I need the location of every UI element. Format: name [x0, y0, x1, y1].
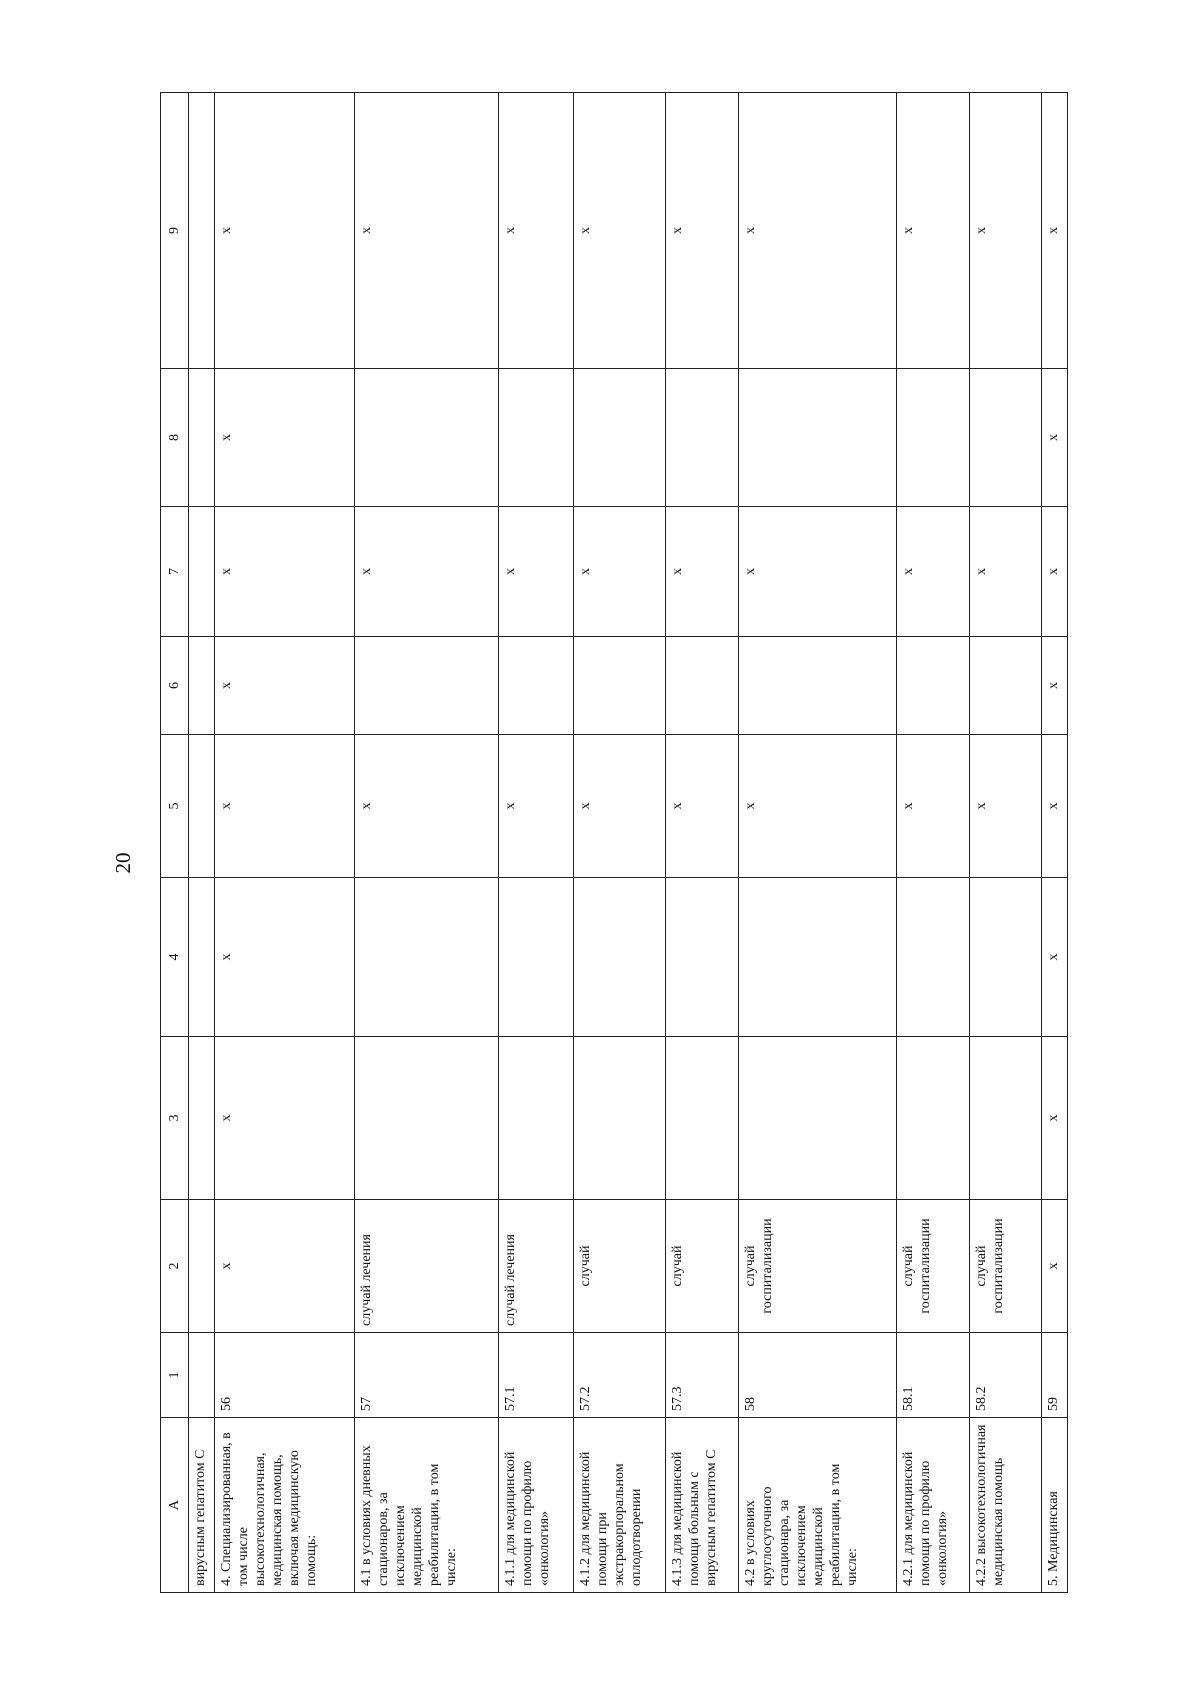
value-cell-9: х [897, 93, 970, 369]
col-header-7: 7 [161, 507, 189, 637]
value-cell-3: х [215, 1037, 355, 1200]
row-number: 57.2 [574, 1333, 666, 1418]
unit-cell: случай госпитализации [739, 1200, 897, 1333]
value-cell-9: х [215, 93, 355, 369]
value-cell-4: х [215, 878, 355, 1037]
value-cell-8: х [215, 369, 355, 507]
row-number: 57.1 [499, 1333, 574, 1418]
unit-cell: случай [666, 1200, 739, 1333]
value-cell-9: х [355, 93, 499, 369]
value-cell-6 [897, 637, 970, 735]
unit-cell: случай госпитализации [897, 1200, 970, 1333]
unit-cell: х [1042, 1200, 1068, 1333]
row-number: 58.2 [970, 1333, 1042, 1418]
value-cell-9: х [574, 93, 666, 369]
table-row [215, 93, 355, 1593]
value-cell-3 [897, 1037, 970, 1200]
col-header-3: 3 [161, 1037, 189, 1200]
unit-cell: случай лечения [499, 1200, 574, 1333]
value-cell-6 [355, 637, 499, 735]
header-row [161, 93, 189, 1593]
value-cell-5: х [1042, 735, 1068, 878]
row-label: 4.1.1 для медицинской помощи по профилю «онкология» [499, 1418, 574, 1593]
table-row [739, 93, 897, 1593]
table-row [574, 93, 666, 1593]
col-header-2: 2 [161, 1200, 189, 1333]
value-cell-8 [574, 369, 666, 507]
value-cell-5: х [897, 735, 970, 878]
value-cell-8 [970, 369, 1042, 507]
value-cell-5: х [215, 735, 355, 878]
unit-cell: случай лечения [355, 1200, 499, 1333]
unit-cell: случай [574, 1200, 666, 1333]
table-row [355, 93, 499, 1593]
row-number: 57 [355, 1333, 499, 1418]
value-cell-4 [666, 878, 739, 1037]
value-cell-7: х [215, 507, 355, 637]
row-label: 4.1.3 для медицинской помощи больным с вирусным гепатитом С [666, 1418, 739, 1593]
value-cell-3 [970, 1037, 1042, 1200]
value-cell-4 [499, 878, 574, 1037]
page-number: 20 [111, 852, 135, 874]
row-label: 4. Специализированная, в том числе высокотехнологичная, медицинская помощь, включая медицинскую помощь: [215, 1418, 355, 1593]
value-cell-5: х [666, 735, 739, 878]
col-header-8: 8 [161, 369, 189, 507]
value-cell-3 [574, 1037, 666, 1200]
value-cell-6 [739, 637, 897, 735]
value-cell-4 [739, 878, 897, 1037]
col-header-6: 6 [161, 637, 189, 735]
table-row [897, 93, 970, 1593]
value-cell-6 [499, 637, 574, 735]
row-number: 58 [739, 1333, 897, 1418]
value-cell-3: х [1042, 1037, 1068, 1200]
value-cell-3 [739, 1037, 897, 1200]
value-cell-6 [970, 637, 1042, 735]
value-cell-4 [355, 878, 499, 1037]
data-table [160, 92, 1068, 1593]
value-cell-8 [666, 369, 739, 507]
value-cell-3 [355, 1037, 499, 1200]
value-cell-5: х [499, 735, 574, 878]
value-cell-6: х [215, 637, 355, 735]
value-cell-4 [574, 878, 666, 1037]
value-cell-8 [739, 369, 897, 507]
row-label: 5. Медицинская [1042, 1418, 1068, 1593]
value-cell-6: х [1042, 637, 1068, 735]
row-number: 58.1 [897, 1333, 970, 1418]
row-number: 56 [215, 1333, 355, 1418]
rotated-table-container [160, 93, 1061, 1593]
col-header-4: 4 [161, 878, 189, 1037]
value-cell-8 [897, 369, 970, 507]
value-cell-4 [970, 878, 1042, 1037]
row-number: 59 [1042, 1333, 1068, 1418]
row-label: 4.2.1 для медицинской помощи по профилю «онкология» [897, 1418, 970, 1593]
value-cell-5: х [739, 735, 897, 878]
unit-cell: случай госпитализации [970, 1200, 1042, 1333]
value-cell-8 [499, 369, 574, 507]
value-cell-7: х [666, 507, 739, 637]
value-cell-7: х [970, 507, 1042, 637]
row-label: 4.1 в условиях дневных стационаров, за исключением медицинской реабилитации, в том числе: [355, 1418, 499, 1593]
value-cell-5: х [355, 735, 499, 878]
value-cell-9: х [499, 93, 574, 369]
value-cell-9: х [1042, 93, 1068, 369]
value-cell-3 [499, 1037, 574, 1200]
value-cell-4 [897, 878, 970, 1037]
value-cell-8 [355, 369, 499, 507]
value-cell-9: х [970, 93, 1042, 369]
value-cell-5: х [574, 735, 666, 878]
row-label: 4.2.2 высокотехнологичная медицинская помощь [970, 1418, 1042, 1593]
value-cell-3 [666, 1037, 739, 1200]
value-cell-8: х [1042, 369, 1068, 507]
table-row [1042, 93, 1068, 1593]
value-cell-7: х [355, 507, 499, 637]
continuation-text: вирусным гепатитом С [189, 1418, 215, 1593]
value-cell-5: х [970, 735, 1042, 878]
value-cell-9: х [666, 93, 739, 369]
value-cell-7: х [1042, 507, 1068, 637]
col-header-a: A [161, 1418, 189, 1593]
unit-cell: х [215, 1200, 355, 1333]
value-cell-6 [666, 637, 739, 735]
row-number: 57.3 [666, 1333, 739, 1418]
continuation-row [189, 93, 215, 1593]
value-cell-4: х [1042, 878, 1068, 1037]
row-label: 4.1.2 для медицинской помощи при экстракорпоральном оплодотворении [574, 1418, 666, 1593]
col-header-5: 5 [161, 735, 189, 878]
value-cell-7: х [499, 507, 574, 637]
table-row [666, 93, 739, 1593]
col-header-9: 9 [161, 93, 189, 369]
col-header-1: 1 [161, 1333, 189, 1418]
value-cell-9: х [739, 93, 897, 369]
row-label: 4.2 в условиях круглосуточного стационара, за исключением медицинской реабилитации, в том числе: [739, 1418, 897, 1593]
table-row [970, 93, 1042, 1593]
table-row [499, 93, 574, 1593]
value-cell-6 [574, 637, 666, 735]
value-cell-7: х [739, 507, 897, 637]
value-cell-7: х [574, 507, 666, 637]
value-cell-7: х [897, 507, 970, 637]
